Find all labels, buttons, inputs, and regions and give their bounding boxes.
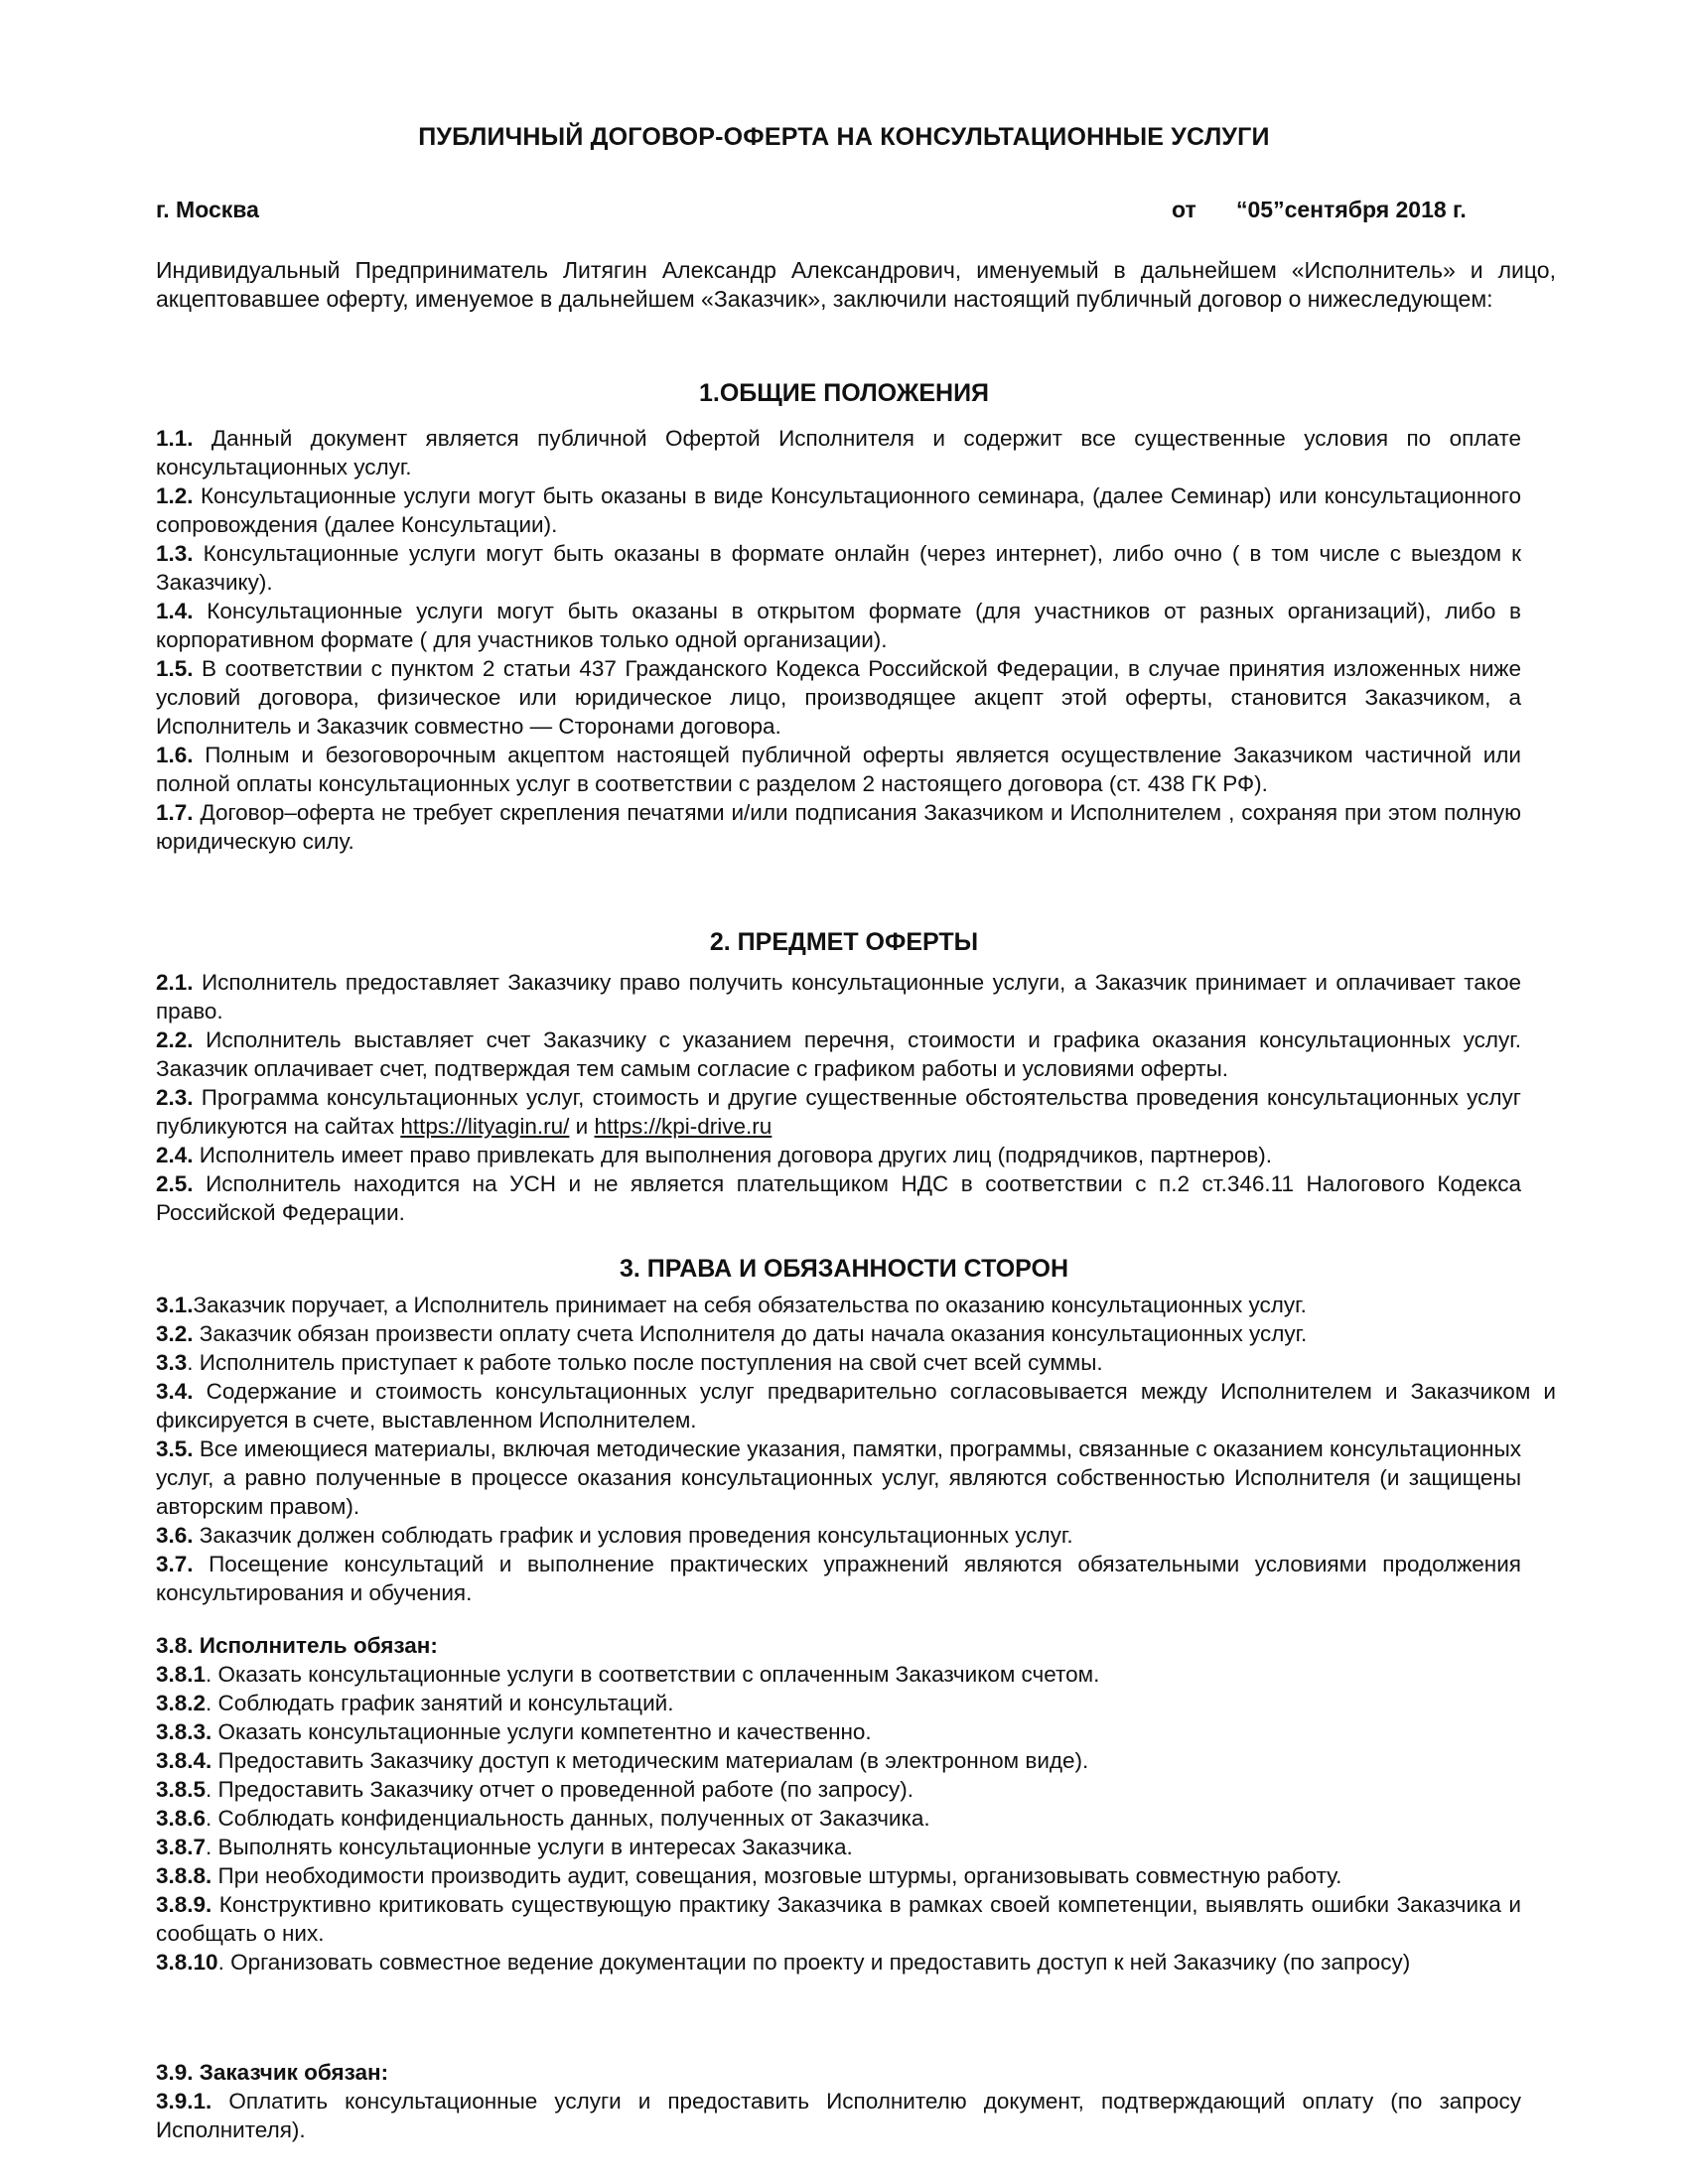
- clause-3-8-7: 3.8.7. Выполнять консультационные услуги в интересах Заказчика.: [156, 1835, 853, 1859]
- executor-heading: 3.8. Исполнитель обязан:: [156, 1633, 438, 1658]
- clause-1-6: 1.6. Полным и безоговорочным акцептом настоящей публичной оферты является осуществление Заказчиком частичной или полной оплаты консультационных услуг в соответствии с разделом 2 настоящего договора (ст. 438 ГК РФ).: [156, 743, 1521, 796]
- clause-2-2: 2.2. Исполнитель выставляет счет Заказчику с указанием перечня, стоимости и графика оказания консультационных услуг. Заказчик оплачивает счет, подтверждая тем самым согласие с графиком работы и условиями оферты.: [156, 1027, 1521, 1081]
- clause-3-4: 3.4. Содержание и стоимость консультационных услуг предварительно согласовывается между Исполнителем и Заказчиком и фиксируется в счете, выставленном Исполнителем.: [156, 1379, 1556, 1433]
- clause-3-1: 3.1.Заказчик поручает, а Исполнитель принимает на себя обязательства по оказанию консультационных услуг.: [156, 1293, 1307, 1317]
- clause-3-5: 3.5. Все имеющиеся материалы, включая методические указания, памятки, программы, связанные с оказанием консультационных услуг, а равно полученные в процессе оказания консультационных услуг, являются собственностью Исполнителя (и защищены авторским правом).: [156, 1436, 1521, 1519]
- clause-1-2: 1.2. Консультационные услуги могут быть оказаны в виде Консультационного семинара, (далее Семинар) или консультационного сопровождения (далее Консультации).: [156, 483, 1521, 537]
- document-intro: Индивидуальный Предприниматель Литягин Александр Александрович, именуемый в дальнейшем «Исполнитель» и лицо, акцептовавшее оферту, именуемое в дальнейшем «Заказчик», заключили настоящий публичный договор о нижеследующем:: [156, 257, 1556, 312]
- section-2-body: [156, 968, 1521, 1227]
- section-3-heading: 3. ПРАВА И ОБЯЗАННОСТИ СТОРОН: [619, 1255, 1069, 1283]
- clause-3-8-6: 3.8.6. Соблюдать конфиденциальность данных, полученных от Заказчика.: [156, 1806, 930, 1831]
- document-city: г. Москва: [156, 197, 259, 222]
- kpi-drive-link[interactable]: https://kpi-drive.ru: [594, 1114, 773, 1139]
- clause-1-5: 1.5. В соответствии с пунктом 2 статьи 437 Гражданского Кодекса Российской Федерации, в случае принятия изложенных ниже условий договора, физическое или юридическое лицо, производящее акцепт этой оферты, становится Заказчиком, а Исполнитель и Заказчик совместно — Сторонами договора.: [156, 656, 1521, 739]
- customer-obligations: [156, 2058, 1521, 2144]
- document-date: “05”сентября 2018 г.: [1236, 197, 1467, 222]
- section-1-body: [156, 424, 1521, 856]
- clause-1-7: 1.7. Договор–оферта не требует скрепления печатями и/или подписания Заказчиком и Исполнителем , сохраняя при этом полную юридическую силу.: [156, 800, 1521, 854]
- clause-2-3: 2.3. Программа консультационных услуг, стоимость и другие существенные обстоятельства проведения консультационных услуг публикуются на сайтах https://lityagin.ru/ и https://kpi-drive.ru: [156, 1085, 1521, 1139]
- clause-1-4: 1.4. Консультационные услуги могут быть оказаны в открытом формате (для участников от разных организаций), либо в корпоративном формате ( для участников только одной организации).: [156, 599, 1521, 652]
- clause-3-9-1: 3.9.1. Оплатить консультационные услуги и предоставить Исполнителю документ, подтверждающий оплату (по запросу Исполнителя).: [156, 2089, 1521, 2142]
- clause-3-8-4: 3.8.4. Предоставить Заказчику доступ к методическим материалам (в электронном виде).: [156, 1748, 1089, 1773]
- clause-3-8-3: 3.8.3. Оказать консультационные услуги компетентно и качественно.: [156, 1719, 872, 1744]
- clause-3-8-1: 3.8.1. Оказать консультационные услуги в соответствии с оплаченным Заказчиком счетом.: [156, 1662, 1100, 1687]
- clause-1-3: 1.3. Консультационные услуги могут быть оказаны в формате онлайн (через интернет), либо очно ( в том числе с выездом к Заказчику).: [156, 541, 1521, 595]
- section-1-heading: 1.ОБЩИЕ ПОЛОЖЕНИЯ: [698, 379, 990, 407]
- clause-1-1: 1.1. Данный документ является публичной Офертой Исполнителя и содержит все существенные условия по оплате консультационных услуг.: [156, 426, 1521, 479]
- document-title: ПУБЛИЧНЫЙ ДОГОВОР-ОФЕРТА НА КОНСУЛЬТАЦИОННЫЕ УСЛУГИ: [418, 123, 1270, 151]
- clause-3-2: 3.2. Заказчик обязан произвести оплату счета Исполнителя до даты начала оказания консультационных услуг.: [156, 1321, 1308, 1346]
- clause-3-8-2: 3.8.2. Соблюдать график занятий и консультаций.: [156, 1691, 674, 1715]
- executor-obligations: [156, 1631, 1521, 1977]
- clause-3-8-8: 3.8.8. При необходимости производить аудит, совещания, мозговые штурмы, организовывать совместную работу.: [156, 1863, 1342, 1888]
- clause-3-8-10: 3.8.10. Организовать совместное ведение документации по проекту и предоставить доступ к ней Заказчику (по запросу): [156, 1950, 1411, 1975]
- clause-3-6: 3.6. Заказчик должен соблюдать график и условия проведения консультационных услуг.: [156, 1523, 1073, 1548]
- customer-heading: 3.9. Заказчик обязан:: [156, 2060, 389, 2085]
- clause-3-8-9: 3.8.9. Конструктивно критиковать существующую практику Заказчика в рамках своей компетенции, выявлять ошибки Заказчика и сообщать о них.: [156, 1892, 1521, 1946]
- clause-3-8-5: 3.8.5. Предоставить Заказчику отчет о проведенной работе (по запросу).: [156, 1777, 914, 1802]
- clause-2-4: 2.4. Исполнитель имеет право привлекать для выполнения договора других лиц (подрядчиков, партнеров).: [156, 1143, 1273, 1167]
- clause-3-3: 3.3. Исполнитель приступает к работе только после поступления на свой счет всей суммы.: [156, 1350, 1103, 1375]
- section-2-heading: 2. ПРЕДМЕТ ОФЕРТЫ: [709, 928, 979, 956]
- clause-3-7: 3.7. Посещение консультаций и выполнение практических упражнений являются обязательными условиями продолжения консультирования и обучения.: [156, 1552, 1521, 1605]
- section-3-body: [156, 1291, 1556, 1607]
- lityagin-link[interactable]: https://lityagin.ru/: [400, 1114, 570, 1139]
- clause-2-1: 2.1. Исполнитель предоставляет Заказчику право получить консультационные услуги, а Заказчик принимает и оплачивает такое право.: [156, 970, 1521, 1024]
- document-date-prefix: от: [1172, 197, 1196, 222]
- clause-2-5: 2.5. Исполнитель находится на УСН и не является плательщиком НДС в соответствии с п.2 ст.346.11 Налогового Кодекса Российской Федерации.: [156, 1171, 1521, 1225]
